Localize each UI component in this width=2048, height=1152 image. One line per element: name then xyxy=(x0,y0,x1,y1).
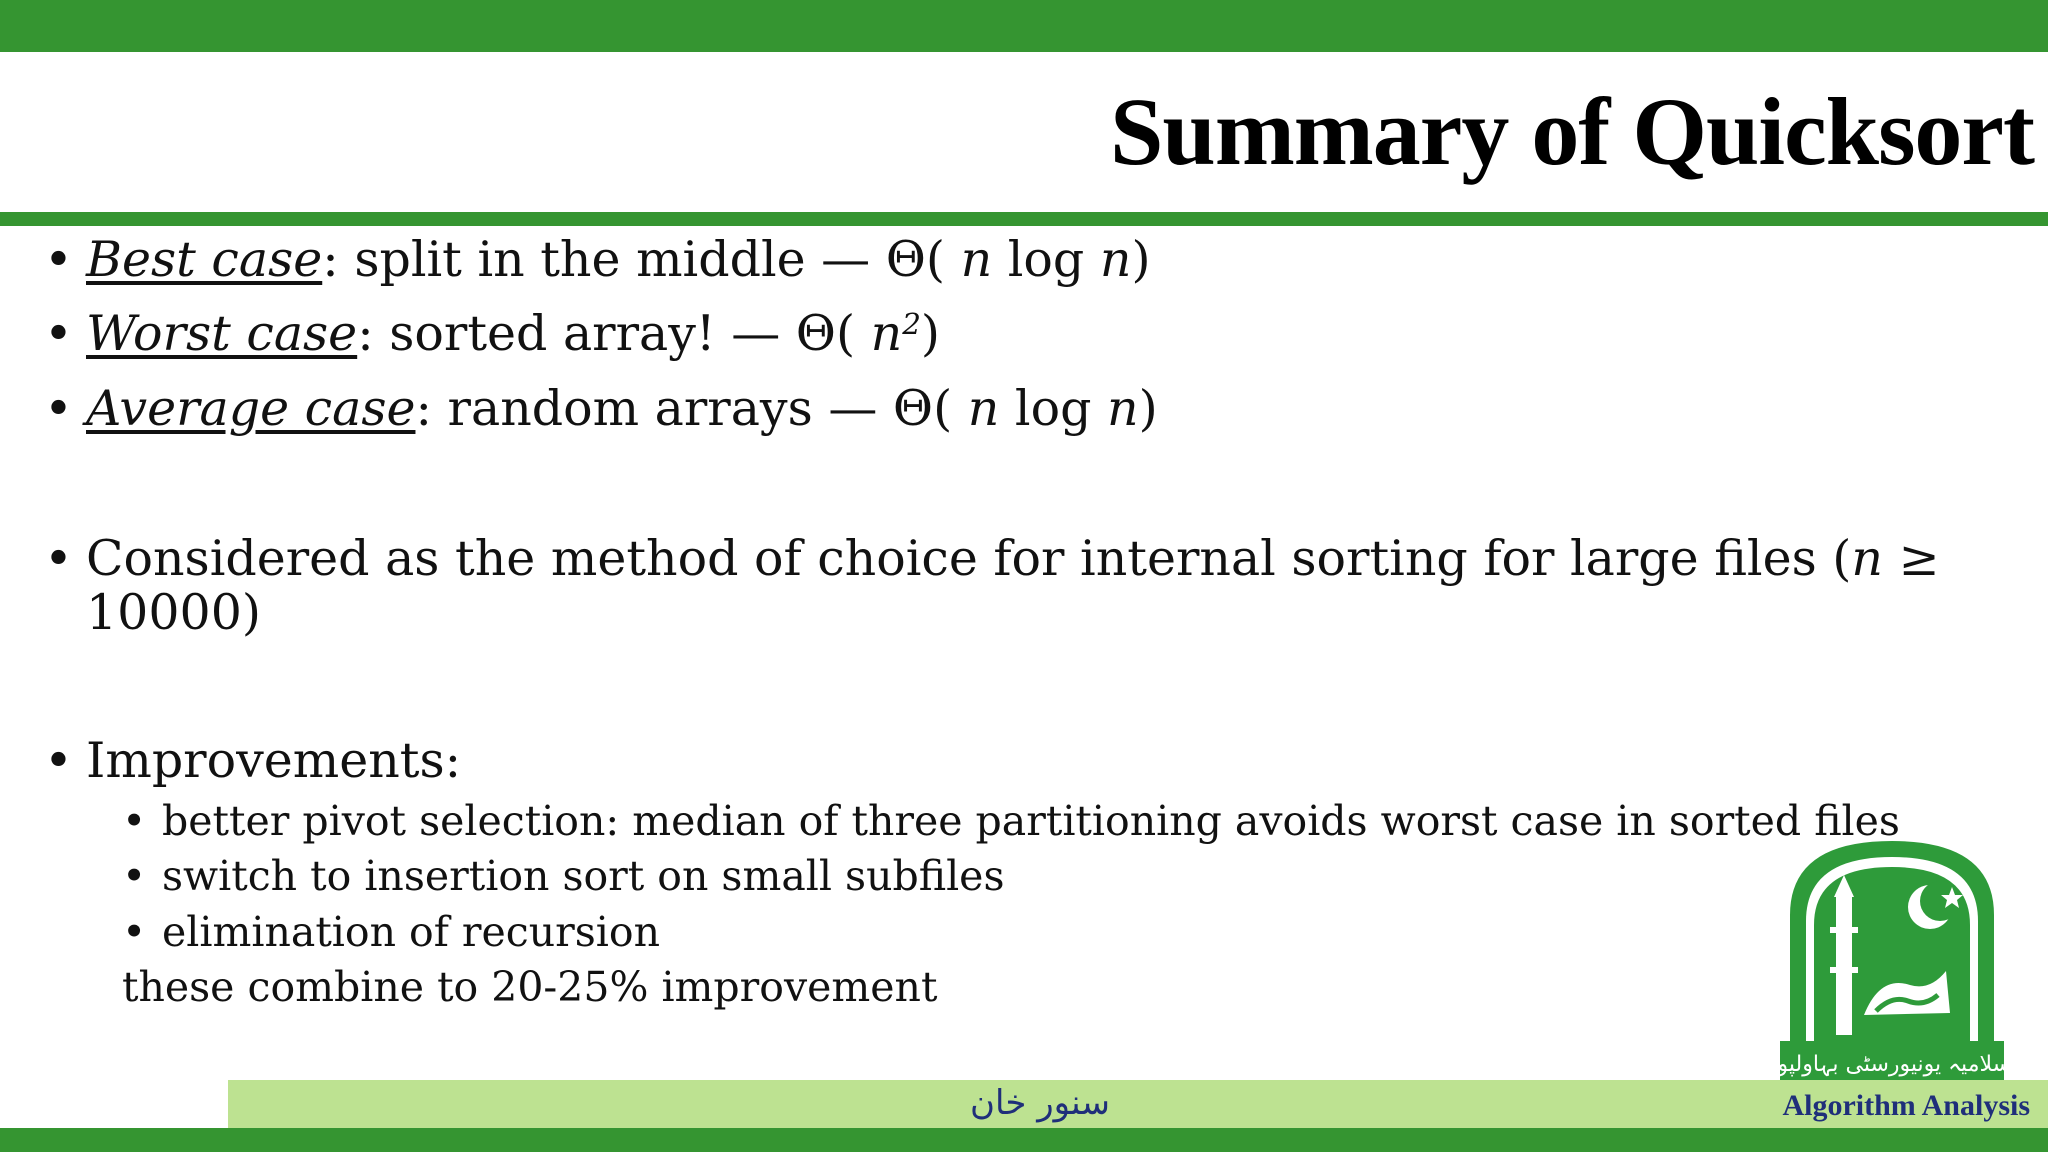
bullet-dot: • xyxy=(44,732,73,789)
sub-bullet-dot: • xyxy=(122,797,147,845)
average-case-label: Average case xyxy=(86,380,416,437)
logo-text: اسلامیہ یونیورسٹی بہاولپور xyxy=(1766,1052,2018,1077)
footer-author: سنور خان xyxy=(970,1083,1110,1123)
slide-title: Summary of Quicksort xyxy=(1110,78,2034,185)
university-logo-icon xyxy=(1766,835,2018,1081)
title-divider xyxy=(0,212,2048,226)
bullet-dot: • xyxy=(44,305,73,362)
bullet-dot: • xyxy=(44,380,73,437)
bullet-dot: • xyxy=(44,231,73,288)
sub-bullet-dot: • xyxy=(122,908,147,956)
footer-course-title: Algorithm Analysis xyxy=(1782,1089,2030,1122)
sub-bullet-dot: • xyxy=(122,852,147,900)
worst-case-label: Worst case xyxy=(86,305,358,362)
bullet-method-of-choice-line2: 10000) xyxy=(86,584,261,641)
best-case-label: Best case xyxy=(86,231,323,288)
top-green-bar xyxy=(0,0,2048,52)
improvements-note: these combine to 20-25% improvement xyxy=(122,963,938,1011)
bullet-dot: • xyxy=(44,530,73,587)
bottom-green-bar xyxy=(0,1128,2048,1152)
